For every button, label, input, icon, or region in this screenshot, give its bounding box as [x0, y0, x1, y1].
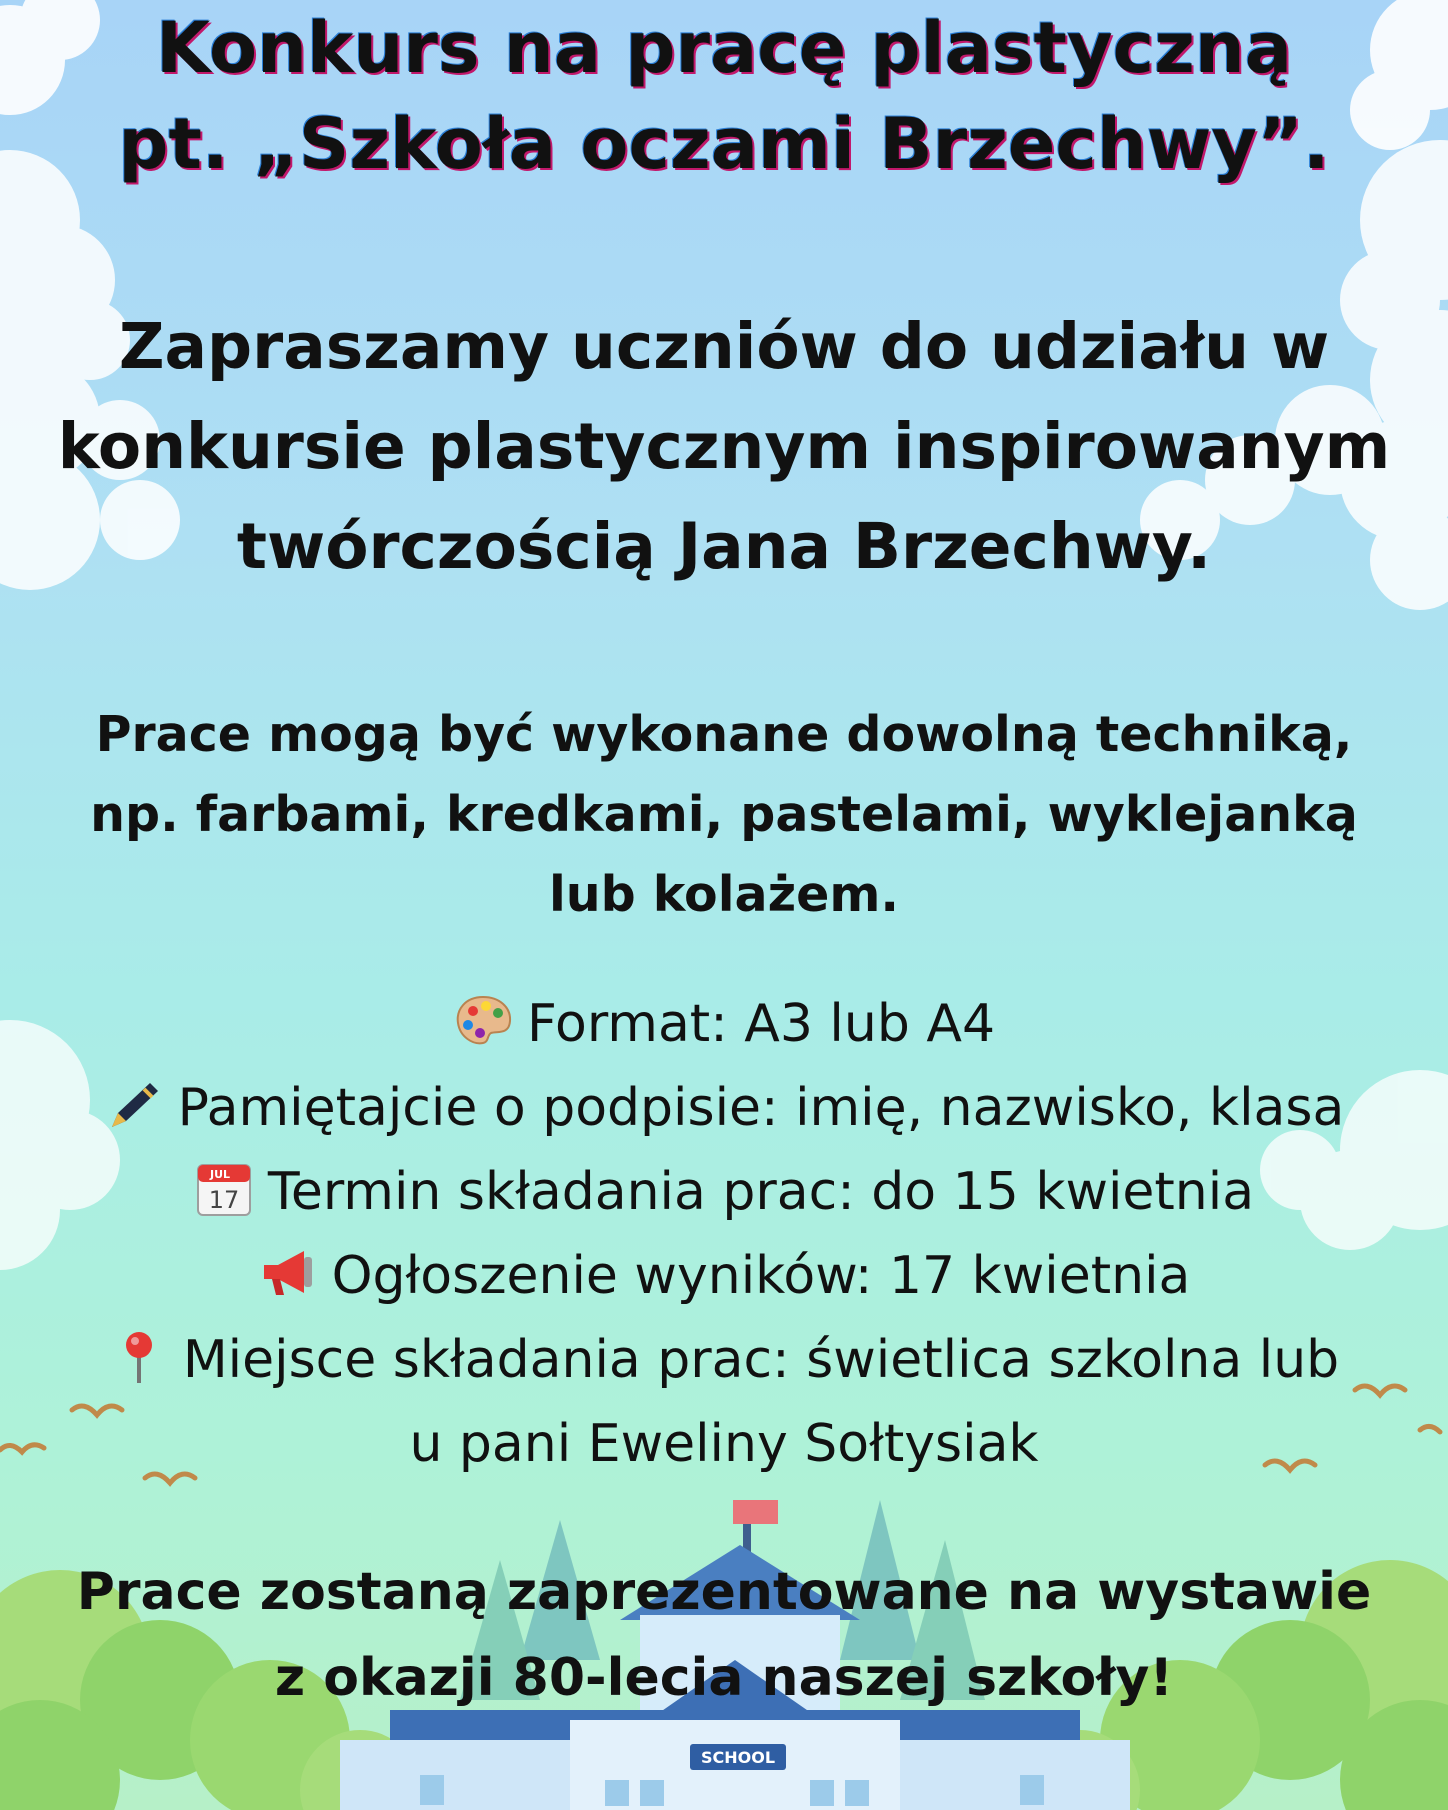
pen-icon	[104, 1077, 164, 1133]
closing-text	[0, 1549, 1448, 1721]
title-line-2: pt. „Szkoła oczami Brzechwy”.	[118, 103, 1330, 185]
calendar-icon	[194, 1161, 254, 1217]
detail-place-continued	[0, 1402, 1448, 1486]
technique-text	[0, 695, 1448, 935]
details-list	[0, 982, 1448, 1486]
detail-signature-text: Pamiętajcie o podpisie: imię, nazwisko, klasa	[177, 1078, 1345, 1138]
intro-line-2: konkursie plastycznym inspirowanym	[57, 410, 1391, 483]
detail-deadline	[0, 1150, 1448, 1234]
intro-line-3: twórczością Jana Brzechwy.	[236, 510, 1212, 583]
intro-line-1: Zapraszamy uczniów do udziału w	[118, 310, 1330, 383]
technique-line-3: lub kolażem.	[548, 866, 900, 923]
detail-signature	[0, 1066, 1448, 1150]
detail-format	[0, 982, 1448, 1066]
intro-text	[0, 297, 1448, 597]
school-sign-text: SCHOOL	[700, 1748, 776, 1767]
calendar-month: JUL	[209, 1168, 230, 1181]
calendar-day: 17	[208, 1186, 240, 1214]
palette-icon	[453, 993, 513, 1049]
detail-place-line-1: Miejsce składania prac: świetlica szkolna lub	[182, 1330, 1340, 1390]
detail-format-text: Format: A3 lub A4	[526, 994, 996, 1054]
pin-icon	[109, 1329, 169, 1385]
detail-place	[0, 1318, 1448, 1402]
detail-results	[0, 1234, 1448, 1318]
technique-line-2: np. farbami, kredkami, pastelami, wyklejanką	[90, 786, 1358, 843]
title-line-1: Konkurs na pracę plastyczną	[156, 7, 1292, 89]
detail-results-text: Ogłoszenie wyników: 17 kwietnia	[331, 1246, 1191, 1306]
closing-line-2: z okazji 80-lecia naszej szkoły!	[274, 1648, 1174, 1708]
megaphone-icon	[258, 1245, 318, 1301]
detail-deadline-text: Termin składania prac: do 15 kwietnia	[267, 1162, 1255, 1222]
detail-place-line-2: u pani Eweliny Sołtysiak	[409, 1414, 1039, 1474]
page-title	[0, 0, 1448, 192]
closing-line-1: Prace zostaną zaprezentowane na wystawie	[76, 1562, 1372, 1622]
technique-line-1: Prace mogą być wykonane dowolną techniką,	[95, 706, 1353, 763]
